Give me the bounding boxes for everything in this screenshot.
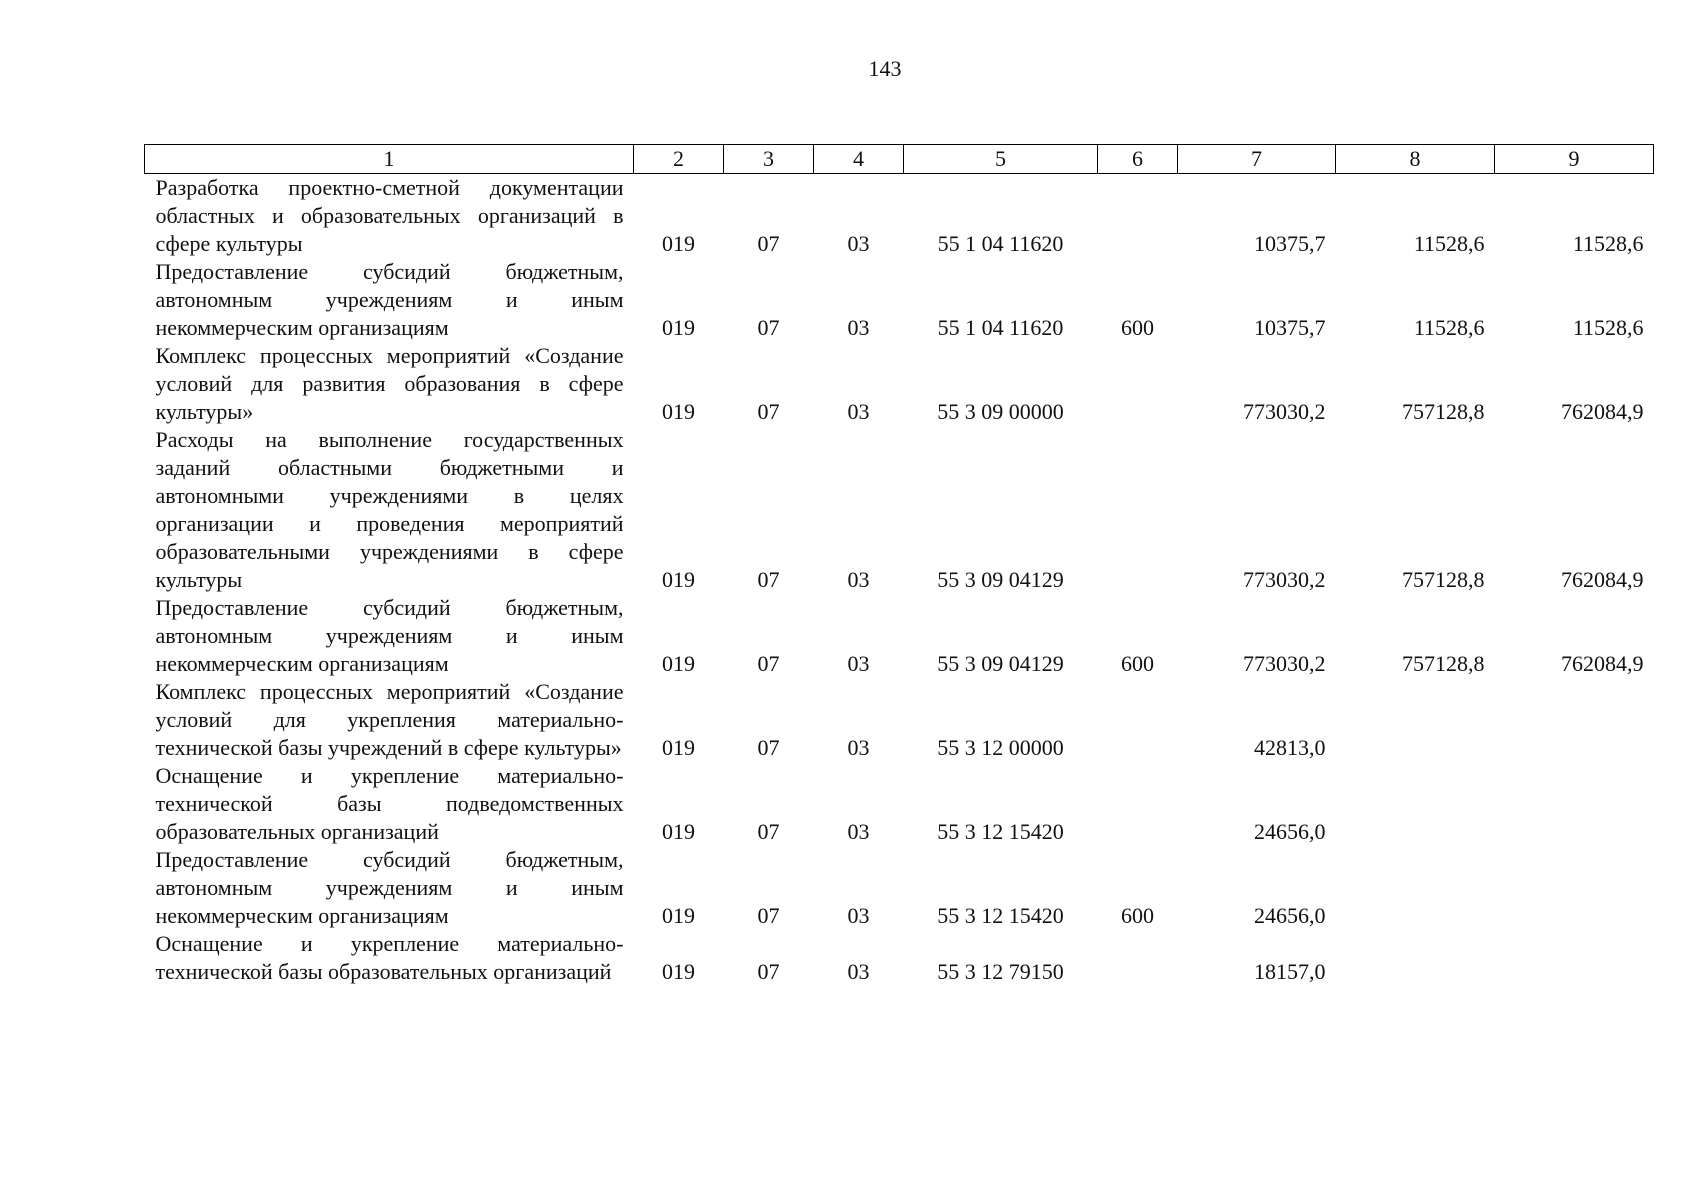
- table-body: [145, 174, 1654, 987]
- cell-expense-type: [1098, 930, 1178, 986]
- cell-expense-type: [1098, 342, 1178, 426]
- cell-amount-col9: 762084,9: [1561, 399, 1644, 424]
- table-row: [145, 258, 1654, 342]
- cell-subsection-code: 03: [847, 959, 870, 984]
- table-row: [145, 594, 1654, 678]
- cell-amount-col9: [1495, 762, 1654, 846]
- cell-section-code: 07: [757, 231, 780, 256]
- cell-expense-type: [1098, 762, 1178, 846]
- cell-target-article: 55 3 09 04129: [937, 567, 1064, 592]
- cell-amount-col7: 10375,7: [1254, 315, 1326, 340]
- cell-section-code: 07: [757, 399, 780, 424]
- table-row: [145, 174, 1654, 259]
- cell-amount-col8: 757128,8: [1402, 567, 1485, 592]
- table-row: [145, 342, 1654, 426]
- cell-amount-col8: 757128,8: [1402, 399, 1485, 424]
- cell-amount-col9: [1495, 678, 1654, 762]
- row-description: Разработка проектно-сметной документации областных и образовательных организаций в сфере культуры: [155, 175, 624, 256]
- cell-subsection-code: 03: [847, 903, 870, 928]
- cell-target-article: 55 3 12 00000: [937, 735, 1064, 760]
- cell-expense-type: 600: [1121, 315, 1154, 340]
- row-description: Комплекс процессных мероприятий «Создание условий для укрепления материально-технической базы учреждений в сфере культуры»: [155, 679, 624, 760]
- header-cell: 8: [1336, 145, 1495, 174]
- row-description: Расходы на выполнение государственных заданий областными бюджетными и автономными учреждениями в целях организации и проведения мероприятий образовательными учреждениями в сфере культуры: [155, 427, 624, 592]
- cell-section-code: 07: [757, 651, 780, 676]
- cell-subsection-code: 03: [847, 735, 870, 760]
- cell-amount-col9: 11528,6: [1572, 231, 1644, 256]
- cell-target-article: 55 3 09 00000: [937, 399, 1064, 424]
- cell-amount-col8: 11528,6: [1413, 231, 1485, 256]
- cell-grbs-code: 019: [662, 735, 695, 760]
- cell-grbs-code: 019: [662, 903, 695, 928]
- cell-amount-col9: [1495, 846, 1654, 930]
- cell-grbs-code: 019: [662, 231, 695, 256]
- header-cell: 7: [1178, 145, 1336, 174]
- cell-subsection-code: 03: [847, 567, 870, 592]
- cell-section-code: 07: [757, 959, 780, 984]
- table-row: [145, 426, 1654, 594]
- cell-section-code: 07: [757, 567, 780, 592]
- page-number: 143: [868, 56, 902, 81]
- row-description: Предоставление субсидий бюджетным, автономным учреждениям и иным некоммерческим организациям: [155, 259, 624, 340]
- cell-amount-col7: 18157,0: [1254, 959, 1326, 984]
- cell-amount-col8: [1336, 930, 1495, 986]
- table-row: [145, 678, 1654, 762]
- cell-amount-col9: [1495, 930, 1654, 986]
- table-row: [145, 762, 1654, 846]
- budget-table: [144, 144, 1654, 986]
- row-description: Оснащение и укрепление материально-технической базы подведомственных образовательных организаций: [155, 763, 624, 844]
- cell-expense-type: 600: [1121, 651, 1154, 676]
- row-description: Предоставление субсидий бюджетным, автономным учреждениям и иным некоммерческим организациям: [155, 595, 624, 676]
- cell-grbs-code: 019: [662, 959, 695, 984]
- cell-section-code: 07: [757, 315, 780, 340]
- cell-section-code: 07: [757, 819, 780, 844]
- cell-amount-col7: 24656,0: [1254, 903, 1326, 928]
- cell-target-article: 55 3 09 04129: [937, 651, 1064, 676]
- header-cell: 5: [904, 145, 1098, 174]
- header-cell: 4: [814, 145, 904, 174]
- cell-grbs-code: 019: [662, 399, 695, 424]
- cell-subsection-code: 03: [847, 315, 870, 340]
- cell-subsection-code: 03: [847, 231, 870, 256]
- row-description: Предоставление субсидий бюджетным, автономным учреждениям и иным некоммерческим организациям: [155, 847, 624, 928]
- table-row: [145, 846, 1654, 930]
- row-description: Оснащение и укрепление материально-технической базы образовательных организаций: [155, 931, 624, 984]
- cell-amount-col8: 11528,6: [1413, 315, 1485, 340]
- row-description: Комплекс процессных мероприятий «Создание условий для развития образования в сфере культуры»: [155, 343, 624, 424]
- cell-amount-col7: 24656,0: [1254, 819, 1326, 844]
- cell-amount-col7: 773030,2: [1243, 399, 1326, 424]
- cell-amount-col9: 762084,9: [1561, 651, 1644, 676]
- cell-amount-col7: 42813,0: [1254, 735, 1326, 760]
- cell-grbs-code: 019: [662, 819, 695, 844]
- cell-expense-type: 600: [1121, 903, 1154, 928]
- header-cell: 3: [724, 145, 814, 174]
- cell-target-article: 55 3 12 15420: [937, 903, 1064, 928]
- cell-amount-col8: [1336, 846, 1495, 930]
- cell-grbs-code: 019: [662, 651, 695, 676]
- cell-amount-col9: 11528,6: [1572, 315, 1644, 340]
- cell-amount-col7: 773030,2: [1243, 567, 1326, 592]
- cell-expense-type: [1098, 426, 1178, 594]
- header-cell: 9: [1495, 145, 1654, 174]
- cell-amount-col8: [1336, 762, 1495, 846]
- cell-grbs-code: 019: [662, 567, 695, 592]
- cell-section-code: 07: [757, 903, 780, 928]
- table-row: [145, 930, 1654, 986]
- cell-expense-type: [1098, 174, 1178, 259]
- cell-target-article: 55 3 12 79150: [937, 959, 1064, 984]
- cell-amount-col9: 762084,9: [1561, 567, 1644, 592]
- cell-grbs-code: 019: [662, 315, 695, 340]
- cell-section-code: 07: [757, 735, 780, 760]
- cell-target-article: 55 3 12 15420: [937, 819, 1064, 844]
- cell-target-article: 55 1 04 11620: [937, 231, 1064, 256]
- header-cell: 1: [145, 145, 634, 174]
- cell-amount-col8: [1336, 678, 1495, 762]
- cell-expense-type: [1098, 678, 1178, 762]
- cell-subsection-code: 03: [847, 399, 870, 424]
- cell-subsection-code: 03: [847, 651, 870, 676]
- header-cell: 6: [1098, 145, 1178, 174]
- header-cell: 2: [634, 145, 724, 174]
- cell-amount-col8: 757128,8: [1402, 651, 1485, 676]
- header-row: [145, 145, 1654, 174]
- cell-subsection-code: 03: [847, 819, 870, 844]
- cell-target-article: 55 1 04 11620: [937, 315, 1064, 340]
- cell-amount-col7: 10375,7: [1254, 231, 1326, 256]
- cell-amount-col7: 773030,2: [1243, 651, 1326, 676]
